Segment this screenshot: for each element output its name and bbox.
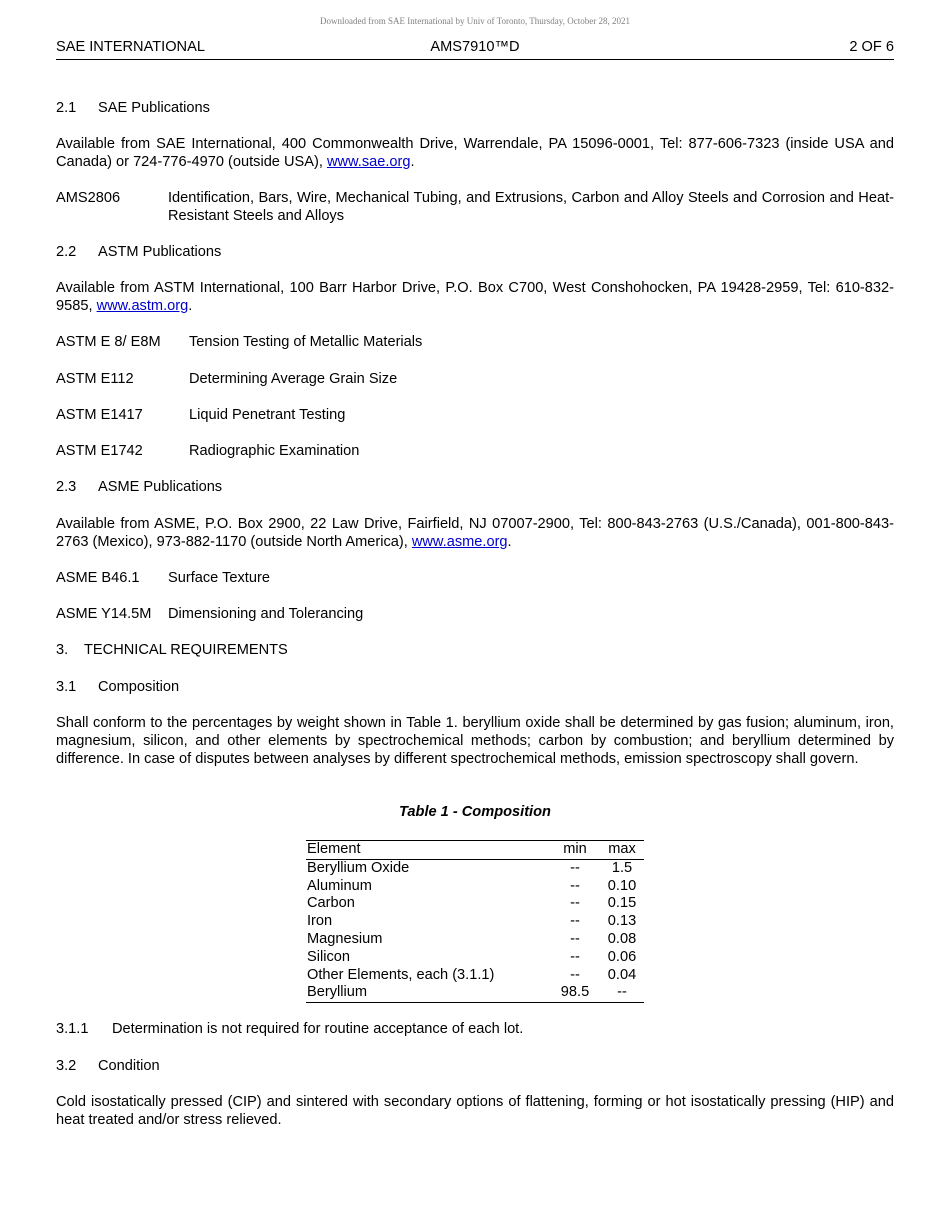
table-row: Beryllium 98.5 --	[306, 984, 644, 1002]
section-3-1-1: 3.1.1 Determination is not required for routine acceptance of each lot.	[56, 1021, 524, 1037]
reference-asme-y14-5m: ASME Y14.5M Dimensioning and Tolerancing	[56, 606, 364, 622]
section-2-2-heading: 2.2 ASTM Publications	[56, 244, 222, 260]
section-2-1-heading: 2.1 SAE Publications	[56, 100, 210, 116]
table-row: Silicon -- 0.06	[307, 948, 637, 965]
composition-table	[306, 840, 644, 1003]
col-min: min	[550, 841, 599, 860]
astm-link[interactable]: www.astm.org	[96, 298, 189, 314]
table-row: Other Elements, each (3.1.1) -- 0.04	[307, 966, 637, 983]
reference-ams2806: AMS2806 Identification, Bars, Wire, Mechanical Tubing, and Extrusions, Carbon and Alloy Steels and Corrosion and Heat-Resistant Steels and Alloys	[56, 190, 894, 224]
col-max: max	[599, 841, 644, 860]
section-2-3-availability: Available from ASME, P.O. Box 2900, 22 Law Drive, Fairfield, NJ 07007-2900, Tel: 800-843-2763 (U.S./Canada), 001-800-843-2763 (Mexico), 973-882-1170 (outside North America), www.asme.org.	[56, 516, 894, 550]
page-header	[56, 39, 894, 60]
section-3-2-body: Cold isostatically pressed (CIP) and sintered with secondary options of flattening, forming or hot isostatically pressing (HIP) and heat treated and/or stress relieved.	[56, 1094, 894, 1128]
reference-astm-e1742: ASTM E1742 Radiographic Examination	[56, 443, 360, 459]
sae-link[interactable]: www.sae.org	[326, 154, 411, 170]
section-2-3-heading: 2.3 ASME Publications	[56, 479, 223, 495]
table-row: Magnesium -- 0.08	[307, 930, 637, 947]
section-3-1-heading: 3.1 Composition	[56, 679, 180, 695]
table-row: Aluminum -- 0.10	[307, 877, 637, 894]
section-2-2-availability: Available from ASTM International, 100 Barr Harbor Drive, P.O. Box C700, West Conshohocken, PA 19428-2959, Tel: 610-832-9585, www.astm.org.	[56, 280, 894, 314]
header-publisher: SAE INTERNATIONAL	[56, 39, 205, 55]
header-page-number: 2 OF 6	[849, 39, 894, 55]
table-row: Carbon -- 0.15	[307, 895, 637, 912]
col-element: Element	[306, 841, 550, 860]
table-1-caption: Table 1 - Composition	[399, 804, 551, 820]
header-document-id: AMS7910™D	[430, 39, 520, 55]
section-3-heading: 3. TECHNICAL REQUIREMENTS	[56, 642, 288, 658]
table-row: Beryllium Oxide -- 1.5	[307, 859, 633, 876]
table-row: Iron -- 0.13	[307, 913, 637, 930]
asme-link[interactable]: www.asme.org	[411, 534, 508, 550]
download-notice: Downloaded from SAE International by Univ of Toronto, Thursday, October 28, 2021	[320, 16, 630, 26]
section-2-1-availability: Available from SAE International, 400 Commonwealth Drive, Warrendale, PA 15096-0001, Tel: 877-606-7323 (inside USA and Canada) or 724-776-4970 (outside USA), www.sae.org.	[56, 136, 894, 170]
reference-astm-e8: ASTM E 8/ E8M Tension Testing of Metallic Materials	[56, 334, 423, 350]
section-3-2-heading: 3.2 Condition	[56, 1058, 160, 1074]
reference-asme-b46-1: ASME B46.1 Surface Texture	[56, 570, 270, 586]
reference-astm-e1417: ASTM E1417 Liquid Penetrant Testing	[56, 407, 346, 423]
section-3-1-body: Shall conform to the percentages by weight shown in Table 1. beryllium oxide shall be determined by gas fusion; aluminum, iron, magnesium, silicon, and other elements by spectrochemical methods; carbon by combustion; and beryllium determined by difference. In case of disputes between analyses by different spectrochemical methods, emission spectroscopy shall govern.	[56, 715, 894, 767]
table-header-row	[306, 841, 644, 860]
reference-astm-e112: ASTM E112 Determining Average Grain Size	[56, 371, 398, 387]
